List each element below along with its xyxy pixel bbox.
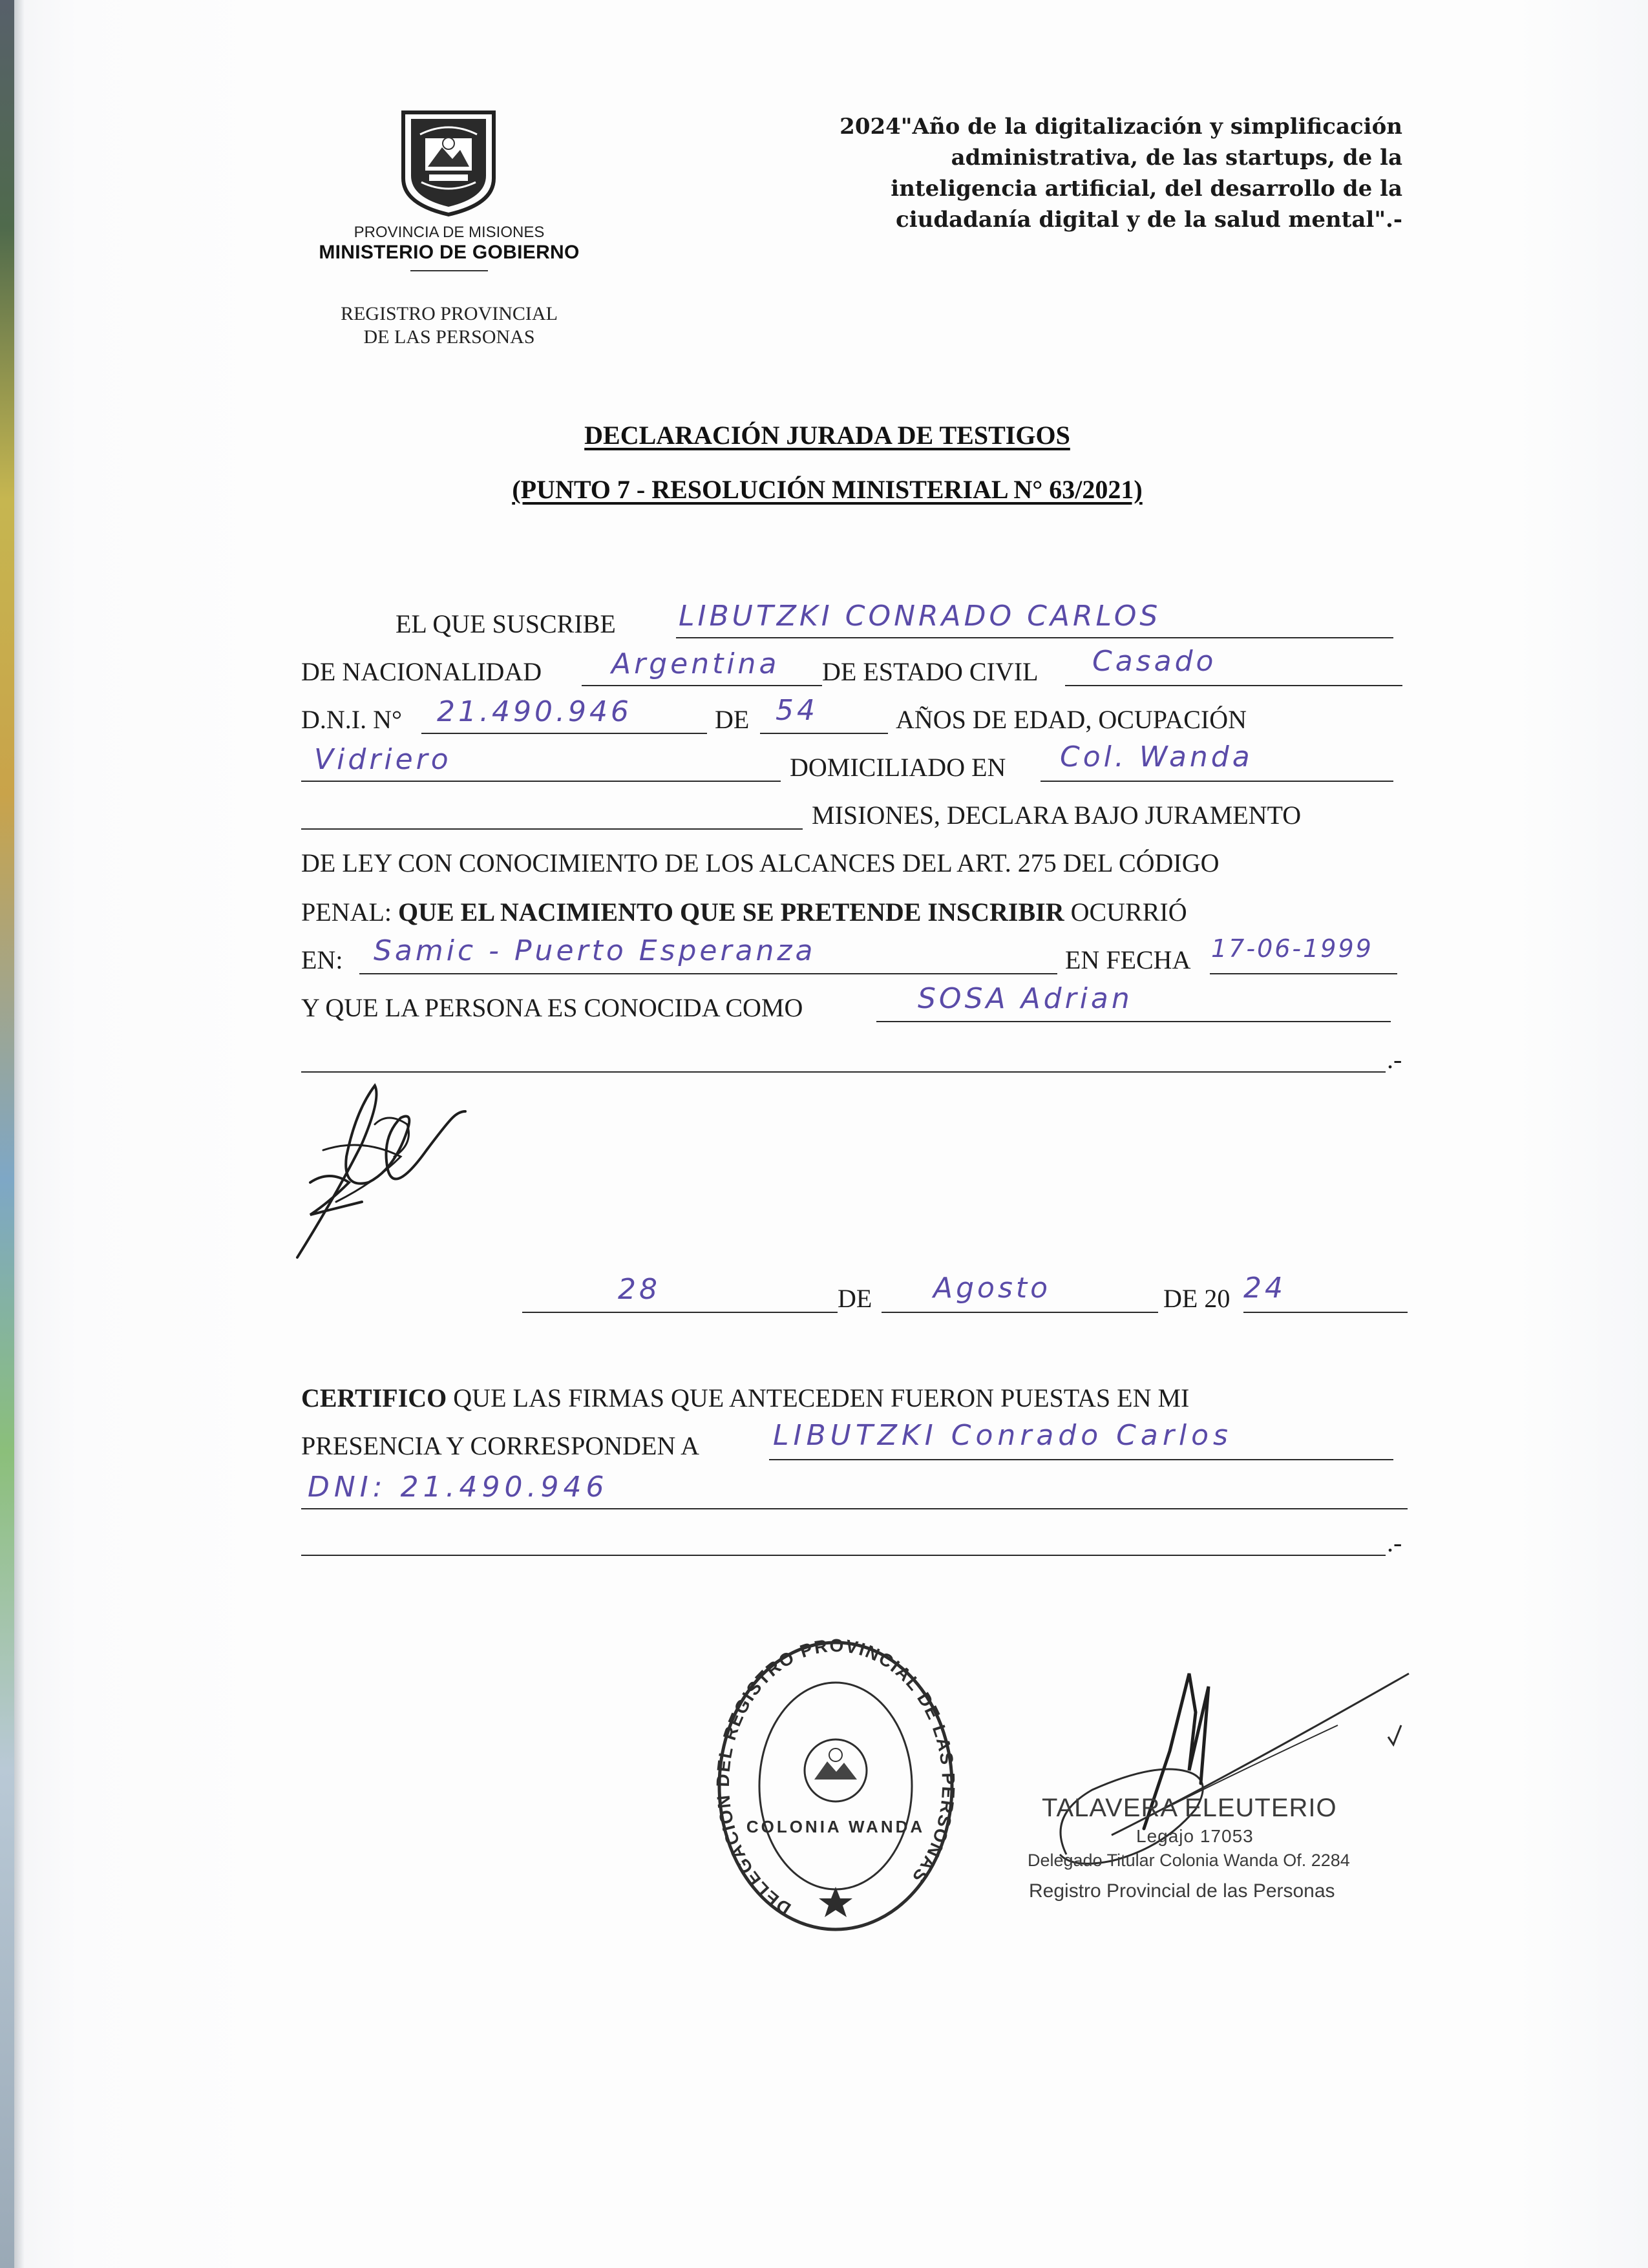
text-penal-line: [301, 897, 1187, 927]
official-stamp: [716, 1639, 955, 1933]
ministry-divider: [410, 270, 488, 271]
witness-signature: [284, 1073, 478, 1266]
registry-name: [304, 302, 595, 349]
stamp-inner-text: COLONIA WANDA: [746, 1817, 925, 1836]
document-title: [323, 408, 1331, 517]
registry-line-1: REGISTRO PROVINCIAL: [341, 303, 558, 324]
province-crest-icon: [390, 107, 507, 218]
year-value: 24: [1243, 1272, 1286, 1305]
birth-date-value: 17-06-1999: [1211, 934, 1373, 963]
officer-legajo: Legajo 17053: [1136, 1826, 1254, 1846]
title-line-2: (PUNTO 7 - RESOLUCIÓN MINISTERIAL N° 63/2021): [512, 475, 1143, 504]
birth-place-value: Samic - Puerto Esperanza: [374, 934, 816, 967]
year-motto-line: 2024"Año de la digitalización y simplificación: [840, 114, 1402, 140]
officer-registry: Registro Provincial de las Personas: [1029, 1880, 1335, 1902]
scan-shadow: [14, 0, 25, 2268]
label-de-20: DE 20: [1163, 1284, 1231, 1313]
day-value: 28: [618, 1273, 660, 1306]
label-anos-ocupacion: AÑOS DE EDAD, OCUPACIÓN: [896, 705, 1247, 734]
label-penal: PENAL:: [301, 898, 392, 927]
year-motto-line: administrativa, de las startups, de la: [951, 145, 1402, 171]
year-motto: [724, 111, 1402, 235]
label-en-fecha: EN FECHA: [1065, 945, 1191, 974]
label-dni: D.N.I. N°: [301, 705, 402, 734]
label-de-age: DE: [715, 705, 750, 734]
dni-value: 21.490.946: [437, 695, 632, 728]
officer-title: Delegado Titular Colonia Wanda Of. 2284: [1028, 1851, 1350, 1870]
ministry-name: MINISTERIO DE GOBIERNO: [319, 242, 580, 263]
scan-edge: [0, 0, 14, 2268]
text-nacimiento-bold: QUE EL NACIMIENTO QUE SE PRETENDE INSCRIBIR: [398, 898, 1064, 927]
month-value: Agosto: [933, 1272, 1051, 1305]
end-mark: .-: [1387, 1045, 1402, 1074]
label-ocurrio: OCURRIÓ: [1070, 898, 1187, 927]
text-certifico-rest: QUE LAS FIRMAS QUE ANTECEDEN FUERON PUESTAS EN MI: [453, 1383, 1190, 1412]
occupation-value: Vidriero: [314, 743, 452, 776]
province-name: PROVINCIA DE MISIONES: [354, 224, 545, 241]
certified-extra-field[interactable]: [301, 1524, 1386, 1556]
nationality-value: Argentina: [611, 647, 780, 680]
label-en: EN:: [301, 945, 343, 974]
label-conocida-como: Y QUE LA PERSONA ES CONOCIDA COMO: [301, 993, 803, 1022]
domicile-continued-field[interactable]: [301, 797, 803, 830]
label-misiones-declara: MISIONES, DECLARA BAJO JURAMENTO: [812, 801, 1302, 830]
end-mark-2: .-: [1387, 1528, 1402, 1557]
text-ley-line: DE LEY CON CONOCIMIENTO DE LOS ALCANCES DEL ART. 275 DEL CÓDIGO: [301, 848, 1220, 877]
label-certifico: CERTIFICO: [301, 1383, 447, 1412]
label-domiciliado: DOMICILIADO EN: [790, 753, 1006, 782]
year-motto-line: inteligencia artificial, del desarrollo de la: [891, 176, 1402, 202]
label-nacionalidad: DE NACIONALIDAD: [301, 657, 542, 686]
officer-name: TALAVERA ELEUTERIO: [1042, 1794, 1337, 1822]
title-line-1: DECLARACIÓN JURADA DE TESTIGOS: [584, 421, 1070, 450]
label-de-day: DE: [838, 1284, 872, 1313]
name-value: LIBUTZKI CONRADO CARLOS: [679, 600, 1161, 633]
domicile-value: Col. Wanda: [1060, 740, 1253, 773]
civil-status-value: Casado: [1092, 645, 1217, 678]
label-el-que-suscribe: EL QUE SUSCRIBE: [396, 609, 616, 638]
known-as-value: SOSA Adrian: [918, 982, 1133, 1015]
year-motto-line: ciudadanía digital y de la salud mental".-: [896, 207, 1402, 233]
registry-line-2: DE LAS PERSONAS: [363, 326, 535, 348]
label-estado-civil: DE ESTADO CIVIL: [822, 657, 1039, 686]
extra-line-field[interactable]: [301, 1040, 1386, 1073]
certified-name-value: LIBUTZKI Conrado Carlos: [773, 1419, 1232, 1452]
label-presencia: PRESENCIA Y CORRESPONDEN A: [301, 1431, 700, 1460]
stamp-outer-text: DELEGACIO L REGISTRO PROVINCIAL DE LA SONAS: [716, 1639, 955, 1919]
day-field[interactable]: [522, 1281, 838, 1313]
certified-dni-value: DNI: 21.490.946: [308, 1471, 609, 1504]
text-certifico-line: [301, 1383, 1189, 1413]
age-value: 54: [776, 694, 818, 727]
